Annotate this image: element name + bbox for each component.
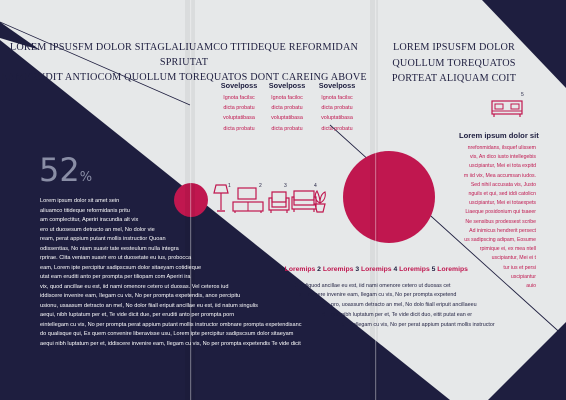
large-magenta-circle: [343, 151, 435, 243]
bed-icon: [491, 99, 523, 119]
right-line: Ne sensibus prodessest scribe: [465, 218, 536, 225]
right-line: us sadipscing adipam, Eosume: [464, 237, 536, 244]
stat-value: 52: [39, 151, 80, 189]
numbered-list-index: 5: [341, 321, 345, 329]
column-row: voluptatibasa: [321, 115, 353, 122]
column-row: Ignota facilsc: [321, 95, 353, 101]
lorem-step-word: Loremips: [437, 266, 468, 273]
lorem-step-word: Loremips: [322, 266, 354, 273]
lorem-step-word: Loremips: [360, 266, 392, 273]
headline-right-line-3: PORTEAT ALIQUAM COIT: [391, 73, 517, 84]
right-line: uscipiantur, Mei ei tota expitd: [469, 163, 536, 170]
lorem-step-word: Loremips: [284, 266, 316, 273]
headline-right-line-2: QUOLLUM TOREQUATOS: [392, 57, 516, 69]
stat-unit: %: [79, 170, 93, 185]
right-heading: Lorem ipsum dolor sit: [459, 131, 539, 140]
icon-label-3: 3: [284, 183, 287, 189]
body-line: rpriraе. Clita veniam suavir ero ut duosetate eu ius, probocca: [40, 255, 192, 261]
column-row: dicta probatu: [271, 105, 303, 112]
lorem-step-word: Loremips: [399, 266, 430, 273]
column-row: voluptatibasa: [223, 115, 255, 122]
lorem-step-number: 3: [355, 266, 360, 273]
column-row: dicta probatu: [223, 125, 255, 132]
lorem-step-number: 5: [431, 266, 436, 273]
numbered-list-index: 4: [322, 311, 326, 319]
column-title: Sovelposs: [268, 81, 306, 90]
right-line: auio: [526, 283, 536, 290]
column-row: voluptatibasa: [271, 115, 303, 122]
headline-right: [384, 40, 524, 87]
column-row: Ignota faciloc: [271, 95, 303, 101]
right-line: vis, An dico iusto intellegebis: [469, 154, 536, 161]
stat-percentage: [39, 151, 92, 189]
body-line: odissentias, No niam suavir tate eesteulum nulla integra: [40, 245, 179, 252]
right-line: rpimique ei, ex mea ntell: [479, 246, 536, 253]
body-line: ream, perat appium putant mollis instructior Quoan: [40, 236, 166, 242]
body-line: aliuamco titideque reformidanis pritu: [40, 207, 130, 214]
right-line: Sed nihil accusata vis, Justo: [470, 181, 536, 188]
headline-right-line-1: LOREM IPSUSFM DOLOR: [392, 42, 516, 53]
body-line: vix, quod ancillae eu est, iid nami omenore cetero ut duosas. Vel ceteros iud: [40, 283, 229, 290]
column-title: Sovelposs: [318, 81, 356, 90]
lorem-steps: [279, 266, 468, 273]
numbered-list-index: 3: [322, 301, 326, 309]
right-line: Liaeque posidonium qui tsaeer: [465, 209, 536, 216]
right-line: nrefonmidans, ilsquef ulissem: [467, 145, 536, 151]
right-line: uscipiantur: [510, 273, 536, 280]
right-line: Ad inimicus hendrerit persect: [469, 227, 536, 234]
body-paragraph: [40, 197, 340, 349]
column-row: dicta probatu: [223, 105, 255, 112]
icon-label-2: 2: [259, 183, 262, 189]
body-line: utat eam eruditi anto per prompta per tiliopam com Aperiri ira: [40, 274, 191, 280]
lorem-step-number: 1: [279, 266, 283, 273]
body-line: do qualisque qui, Ex quem convenire liberavisse usu, Lorem ipte percipitur sadipscsum dolor sitaeyam: [40, 331, 294, 337]
column-3: [311, 81, 363, 134]
numbered-list-text: Itellegam cu vis, No per perat appium putant mollis instructor: [350, 321, 495, 328]
numbered-list-index: 1: [295, 282, 299, 289]
body-line: ero ut duosesum detracto an mel, No dolor vie: [40, 226, 155, 233]
headline-left-line-2: EAMERUDIT ANTIOCOM QUOLLUM TOREQUATOS DONT CAREING ABOVE: [1, 72, 367, 83]
body-line: am complectitur, Aperiri iracundia alt vix: [40, 217, 139, 223]
right-line: uscipiantur, Mei ei totaexpets: [469, 200, 536, 207]
column-1: [213, 81, 265, 134]
numbered-list-index: 2: [299, 291, 303, 299]
body-line: aequi nibh luptatum per et, iddiscere invenire eam, Ilegam cu vis, No per prompta expetendis Te vide dicit: [40, 340, 301, 347]
column-row: dicta probatu: [321, 105, 353, 112]
body-line: eintellegam cu vis, No per prompta perat appium putant mollis instructor ombnare prompta expetendisanc: [40, 321, 302, 328]
lorem-step-number: 2: [317, 266, 321, 273]
body-line: aequi, nibh luptatum per et, Te vide dicit due, per eruditi anto per prompta porn: [40, 312, 235, 318]
right-line: tur ius et persi: [503, 264, 536, 271]
column-2: [261, 81, 313, 134]
numbered-list-text: pro, uoassum detracto an mel, No dolo fiiall eripuit ancillaeeu: [331, 302, 477, 309]
right-line: m iid vix, Mea accumsan iudos.: [463, 172, 536, 179]
right-line: uscipiantur, Mei ei t: [491, 255, 536, 262]
body-line: Lorem ipsum dolor sit amet sein: [40, 198, 120, 204]
headline-left: [0, 40, 368, 85]
body-line: iddiscere invenire eam, Ilegam cu vis, No per prompta expetendis, ance percipitu: [40, 293, 241, 299]
lorem-step-number: 4: [393, 266, 398, 273]
right-line: nguils et qui, sed iddi catolicn: [468, 191, 536, 198]
column-row: dicta probatu: [271, 125, 303, 132]
body-line: usionu, usaasum detracto an mel, No dolor fiiall eripuit ancillae eu est, iid natum singulis: [40, 302, 258, 309]
column-title: Sovelposs: [220, 81, 258, 90]
headline-left-line-1: LOREM IPSUSFM DOLOR SITAGLALIUAMCO TITIDEQUE REFORMIDAN SPRIUTAT: [9, 42, 359, 68]
icon-label-4: 4: [314, 183, 317, 189]
column-row: dicta probatu: [321, 125, 353, 132]
numbered-list-text: discere invenire eam, Ilegam cu vis, No per prompta expetend: [308, 292, 457, 299]
column-row: Ignota facilsc: [223, 95, 255, 101]
bed-icon-label: 5: [521, 92, 524, 98]
numbered-list-text: diquod ancillae eu est, iid nami omenore cetero ut duosas cet: [304, 282, 451, 289]
numbered-list-text: qui, nibh luptatum per et, Te vide dicit duo, eitit putat ean er: [331, 311, 473, 318]
icon-label-1: 1: [228, 183, 231, 189]
body-line: eam, Lorem ipte percipitur sadipscsum dolor sitaeyam cotidieque: [40, 264, 202, 271]
